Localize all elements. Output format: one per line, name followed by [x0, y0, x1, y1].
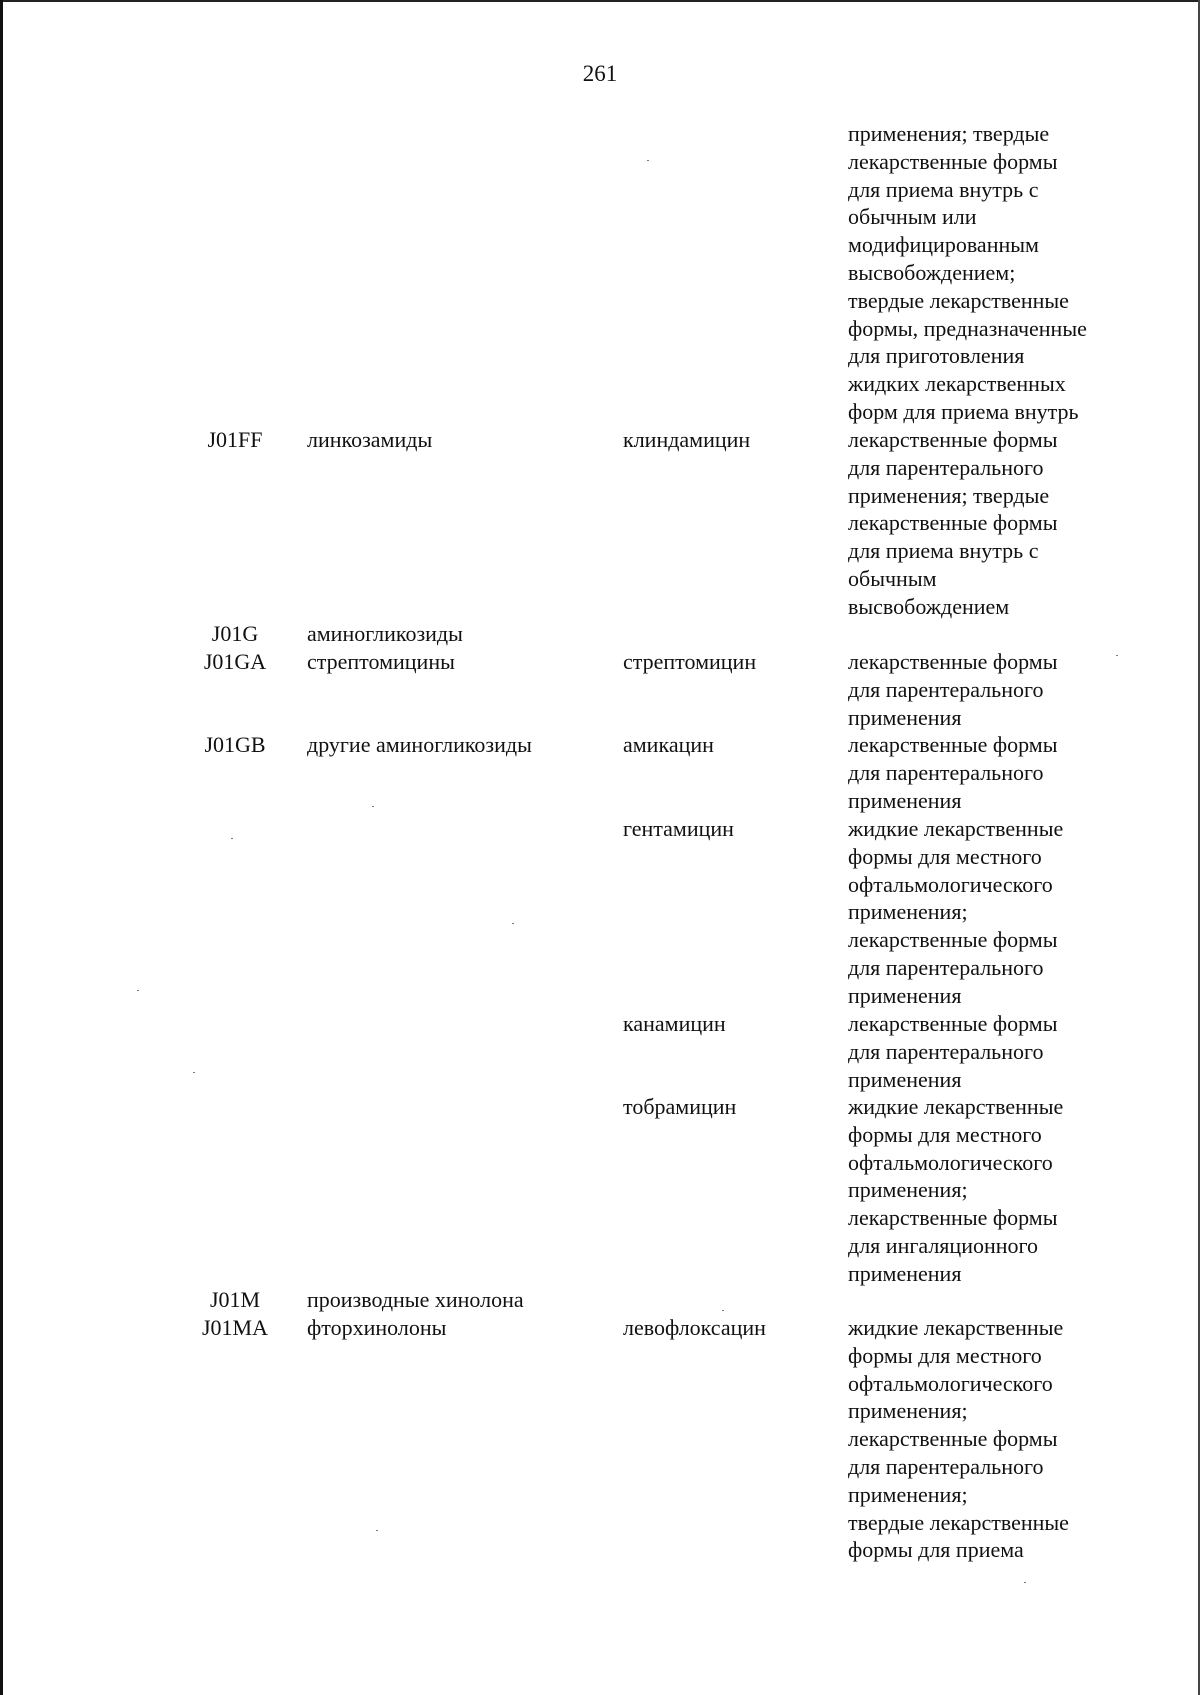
dosage-form-cell: жидкие лекарственные формы для местного офтальмологического применения; лекарственные формы для парентерального применения: [848, 816, 1064, 1008]
dosage-form-cell: лекарственные формы для парентерального применения: [848, 649, 1058, 730]
scan-speck: [1116, 655, 1118, 656]
scan-speck: [647, 160, 649, 161]
scan-border-top: [0, 0, 1200, 2]
group-name-cell: аминогликозиды: [307, 621, 463, 646]
atc-code-cell: J01GB: [204, 732, 266, 757]
drug-name-cell: гентамицин: [623, 816, 734, 841]
scan-speck: [722, 1310, 724, 1311]
scan-border-left: [0, 0, 3, 1695]
group-name-cell: другие аминогликозиды: [307, 732, 532, 757]
group-name-cell: производные хинолона: [307, 1287, 524, 1312]
atc-code-cell: J01MA: [201, 1315, 268, 1340]
scan-speck: [137, 990, 139, 991]
dosage-form-cell: жидкие лекарственные формы для местного офтальмологического применения; лекарственные формы для ингаляционного применения: [848, 1094, 1064, 1286]
atc-code-cell: J01FF: [207, 427, 263, 452]
dosage-form-cell: жидкие лекарственные формы для местного офтальмологического применения; лекарственные формы для парентерального применения; твердые лекарственные формы для приема: [848, 1315, 1069, 1563]
scan-speck: [376, 1530, 378, 1531]
dosage-form-cell: применения; твердые лекарственные формы для приема внутрь с обычным или модифицированным высвобождением; твердые лекарственные формы, предназначенные для приготовления жидких лекарственных форм для приема внутрь: [848, 121, 1087, 424]
scan-speck: [372, 806, 374, 807]
atc-code-cell: J01M: [209, 1287, 261, 1312]
drug-name-cell: тобрамицин: [623, 1094, 737, 1119]
drug-name-cell: стрептомицин: [623, 649, 757, 674]
group-name-cell: стрептомицины: [307, 649, 455, 674]
scan-speck: [1024, 1582, 1026, 1583]
scan-speck: [193, 1072, 195, 1073]
dosage-form-cell: лекарственные формы для парентерального применения: [848, 1011, 1058, 1092]
drug-name-cell: амикацин: [623, 732, 714, 757]
atc-code-cell: J01G: [211, 621, 259, 646]
scan-speck: [512, 923, 514, 924]
drug-name-cell: канамицин: [623, 1011, 726, 1036]
drug-name-cell: левофлоксацин: [623, 1315, 766, 1340]
scan-speck: [231, 838, 233, 839]
page-number: 261: [582, 61, 618, 86]
dosage-form-cell: лекарственные формы для парентерального применения: [848, 732, 1058, 813]
dosage-form-cell: лекарственные формы для парентерального применения; твердые лекарственные формы для приема внутрь с обычным высвобождением: [848, 427, 1058, 619]
drug-name-cell: клиндамицин: [623, 427, 751, 452]
group-name-cell: фторхинолоны: [307, 1315, 447, 1340]
atc-code-cell: J01GA: [203, 649, 267, 674]
group-name-cell: линкозамиды: [307, 427, 433, 452]
